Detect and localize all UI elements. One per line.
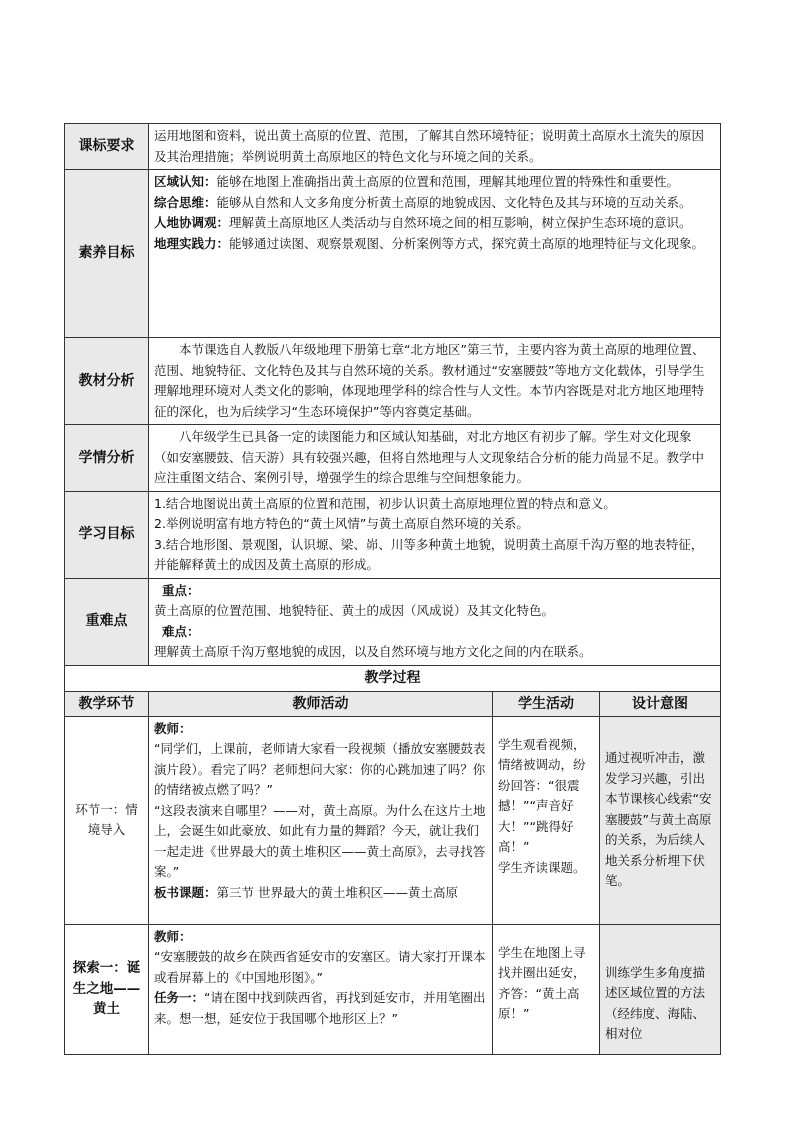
learners-label: 学情分析: [65, 425, 149, 492]
literacy-item: 区域认知：能够在地图上准确指出黄土高原的位置和范围，理解其地理位置的特殊性和重要性。: [154, 174, 680, 189]
objectives-row: [65, 491, 721, 578]
textbook-label: 教材分析: [65, 338, 149, 425]
process-step-row: [65, 924, 721, 1054]
teacher-para: “同学们，上课前，老师请大家看一段视频（播放安塞腰鼓表演片段）。看完了吗？老师想问大家：你的心跳加速了吗？你的情绪被点燃了吗？”: [154, 741, 486, 797]
process-title-row: [65, 665, 721, 691]
difficulty-text: 理解黄土高原千沟万壑地貌的成因，以及自然环境与地方文化之间的内在联系。: [154, 644, 592, 659]
textbook-row: [65, 338, 721, 425]
objectives-list: [149, 491, 721, 578]
step-stage: 探索一：诞生之地——黄土: [65, 924, 149, 1054]
learners-row: [65, 425, 721, 492]
standards-label: 课标要求: [65, 124, 149, 170]
process-title: 教学过程: [65, 665, 721, 691]
objective-item: 2.举例说明富有地方特色的“黄土风情”与黄土高原自然环境的关系。: [154, 516, 529, 531]
process-header-row: [65, 691, 721, 716]
step-student: 学生观看视频，情绪被调动，纷纷回答：“很震撼！”“声音好大！”“跳得好高！” 学生齐读课题。: [493, 716, 600, 924]
teacher-para: “这段表演来自哪里？——对，黄土高原。为什么在这片土地上，会诞生如此豪放、如此有力量的舞蹈？今天，就让我们一起走进《世界最大的黄土堆积区——黄土高原》，去寻找答案。”: [154, 802, 486, 879]
difficulty-label: 难点：: [162, 623, 200, 639]
step-intent: 通过视听冲击，激发学习兴趣，引出本节课核心线索“安塞腰鼓”与黄土高原的关系，为后续人地关系分析埋下伏笔。: [600, 716, 721, 924]
teacher-para: “安塞腰鼓的故乡在陕西省延安市的安塞区。请大家打开课本或看屏幕上的《中国地形图》。”: [154, 949, 486, 985]
textbook-text: 本节课选自人教版八年级地理下册第七章“北方地区”第三节，主要内容为黄土高原的地理位置、范围、地貌特征、文化特色及其与自然环境的关系。教材通过“安塞腰鼓”等地方文化载体，引导学生理解地理环境对人类文化的影响，体现地理学科的综合性与人文性。本节内容既是对北方地区地理特征的深化，也为后续学习“生态环境保护”等内容奠定基础。: [149, 338, 721, 425]
header-student: 学生活动: [493, 691, 600, 716]
teacher-label: 教师：: [154, 720, 192, 736]
board-line: 板书课题：第三节 世界最大的黄土堆积区——黄土高原: [154, 884, 458, 900]
objective-item: 3.结合地形图、景观图，认识塬、梁、峁、川等多种黄土地貌，说明黄土高原千沟万壑的地表特征，并能解释黄土的成因及黄土高原的形成。: [154, 536, 704, 572]
standards-text: 运用地图和资料，说出黄土高原的位置、范围，了解其自然环境特征；说明黄土高原水土流失的原因及其治理措施；举例说明黄土高原地区的特色文化与环境之间的关系。: [149, 124, 721, 170]
lesson-plan-table: [64, 123, 721, 1055]
step-intent: 训练学生多角度描述区域位置的方法（经纬度、海陆、相对位: [600, 924, 721, 1054]
literacy-item: 综合思维：能够从自然和人文多角度分析黄土高原的地貌成因、文化特色及其与环境的互动关系。: [154, 194, 692, 210]
literacy-item: 地理实践力：能够通过读图、观察景观图、分析案例等方式，探究黄土高原的地理特征与文化现象。: [154, 235, 705, 251]
step-teacher: [149, 716, 493, 924]
learners-text: 八年级学生已具备一定的读图能力和区域认知基础，对北方地区有初步了解。学生对文化现象（如安塞腰鼓、信天游）具有较强兴趣，但将自然地理与人文现象结合分析的能力尚显不足。教学中应注重图文结合、案例引导，增强学生的综合思维与空间想象能力。: [149, 425, 721, 492]
header-stage: 教学环节: [65, 691, 149, 716]
literacy-row: [65, 170, 721, 338]
step-teacher: [149, 924, 493, 1054]
keypoints-label: 重难点: [65, 578, 149, 665]
objective-item: 1.结合地图说出黄土高原的位置和范围，初步认识黄土高原地理位置的特点和意义。: [154, 495, 616, 511]
objectives-label: 学习目标: [65, 491, 149, 578]
header-teacher: 教师活动: [149, 691, 493, 716]
keypoints-content: [149, 578, 721, 665]
literacy-label: 素养目标: [65, 170, 149, 338]
teacher-label: 教师：: [154, 928, 192, 944]
focus-text: 黄土高原的位置范围、地貌特征、黄土的成因（风成说）及其文化特色。: [154, 603, 555, 618]
literacy-item: 人地协调观：理解黄土高原地区人类活动与自然环境之间的相互影响，树立保护生态环境的意识。: [154, 215, 692, 230]
focus-label: 重点：: [162, 582, 200, 598]
process-step-row: [65, 716, 721, 924]
task-line: 任务一：“请在图中找到陕西省，再找到延安市，并用笔圈出来。想一想，延安位于我国哪个地形区上？”: [154, 990, 486, 1026]
header-intent: 设计意图: [600, 691, 721, 716]
step-student: 学生在地图上寻找并圈出延安，齐答：“黄土高原！”: [493, 924, 600, 1054]
keypoints-row: [65, 578, 721, 665]
step-stage: 环节一：情境导入: [65, 716, 149, 924]
literacy-goals: [149, 170, 721, 338]
standards-row: [65, 124, 721, 170]
